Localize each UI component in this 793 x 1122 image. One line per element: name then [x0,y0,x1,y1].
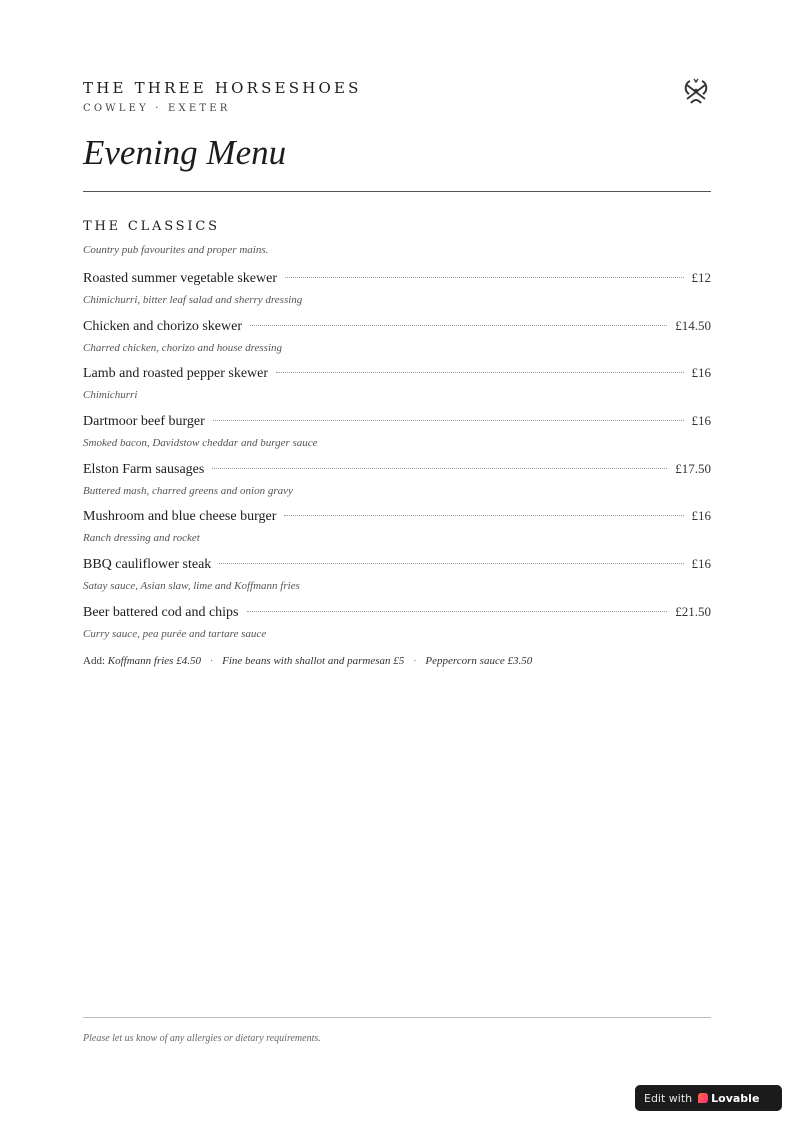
addon-item: Koffmann fries £4.50 [107,655,201,667]
menu-item-name: Elston Farm sausages [83,461,205,477]
page-title: Evening Menu [83,133,287,172]
lovable-heart-icon [698,1093,708,1103]
dotted-leader [247,611,668,612]
menu-item-name: Dartmoor beef burger [83,414,205,430]
menu-item-description: Charred chicken, chorizo and house dressing [83,341,282,354]
dotted-leader [212,468,667,469]
dotted-leader [250,325,667,326]
menu-item-price: £14.50 [675,317,711,333]
addons-label: Add: [83,655,105,667]
addon-item: Peppercorn sauce £3.50 [425,655,533,667]
menu-item-description: Curry sauce, pea purée and tartare sauce [83,627,267,640]
menu-item-description: Chimichurri, bitter leaf salad and sherry dressing [83,294,303,306]
footer-divider [83,1017,711,1018]
menu-item-name: Lamb and roasted pepper skewer [83,366,269,382]
menu-item-description: Chimichurri [83,389,138,402]
menu-item-description: Ranch dressing and rocket [83,532,200,545]
addon-item: Fine beans with shallot and parmesan £5 [222,655,405,667]
menu-item-price: £21.50 [675,603,711,619]
header-divider [83,191,711,192]
dotted-leader [219,563,683,564]
menu-item-price: £12 [691,270,711,285]
menu-item [83,508,711,556]
menu-item [83,270,711,318]
section-description: Country pub favourites and proper mains. [83,244,269,256]
dotted-leader [285,277,684,278]
menu-item-description: Buttered mash, charred greens and onion gravy [83,484,293,497]
brand-location: COWLEY · EXETER [83,103,231,114]
menu-item-name: Chicken and chorizo skewer [83,318,242,334]
menu-item-description: Smoked bacon, Davidstow cheddar and burger sauce [83,437,318,450]
horseshoe-crest-icon [681,77,711,105]
lovable-brand-label: Lovable [711,1091,760,1105]
menu-item [83,365,711,413]
menu-item-price: £16 [691,365,711,381]
dotted-leader [284,515,683,516]
addon-separator: · [209,655,214,667]
edit-with-lovable-button[interactable] [635,1085,782,1111]
menu-item-price: £16 [691,508,711,524]
menu-item [83,461,711,509]
allergy-note: Please let us know of any allergies or dietary requirements. [83,1033,321,1044]
menu-item-name: Mushroom and blue cheese burger [83,509,277,525]
brand-name: THE THREE HORSESHOES [83,79,362,97]
menu-item-price: £16 [691,413,711,429]
addon-separator: · [412,655,417,667]
menu-items [83,270,711,652]
edit-with-label: Edit with [644,1091,693,1105]
menu-item [83,318,711,366]
menu-item-price: £17.50 [675,460,711,476]
menu-item [83,604,711,652]
menu-item [83,413,711,461]
menu-page [83,0,711,1122]
menu-item-name: BBQ cauliflower steak [83,557,212,573]
dotted-leader [213,420,684,421]
section-title: THE CLASSICS [83,219,220,234]
addons-line [83,655,532,667]
menu-item-name: Roasted summer vegetable skewer [83,271,277,286]
menu-item-name: Beer battered cod and chips [83,604,239,620]
menu-item-price: £16 [691,556,711,572]
dotted-leader [276,372,683,373]
menu-item [83,556,711,604]
menu-item-description: Satay sauce, Asian slaw, lime and Koffmann fries [83,580,300,593]
